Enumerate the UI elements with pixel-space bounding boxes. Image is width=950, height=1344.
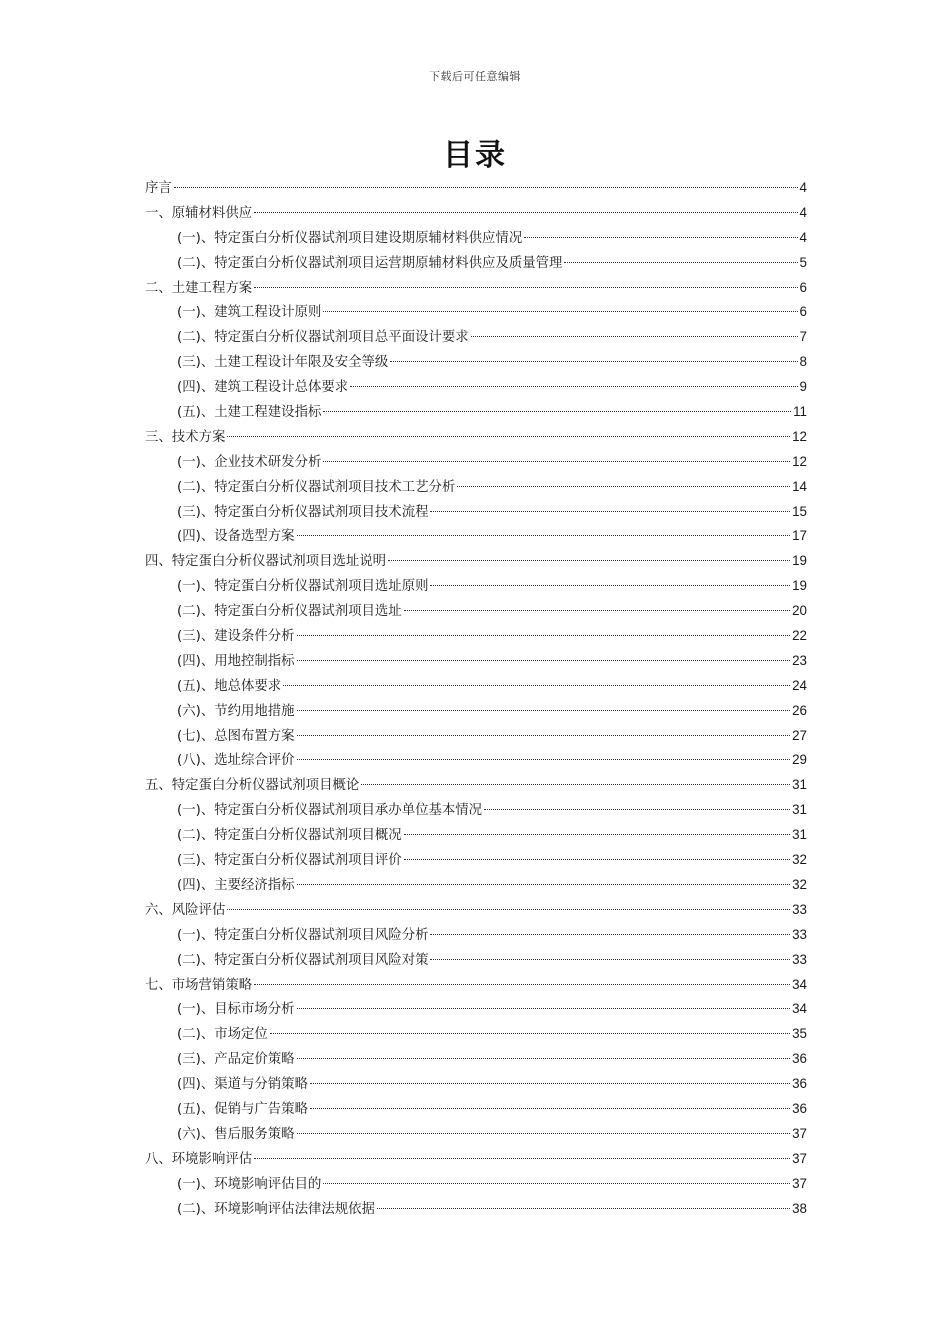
- toc-dot-leader: [390, 361, 797, 362]
- toc-dot-leader: [297, 759, 791, 760]
- toc-entry-page-number: 31: [792, 802, 807, 818]
- toc-entry-label: (二)、市场定位: [177, 1027, 268, 1043]
- toc-entry-label: (八)、选址综合评价: [177, 753, 295, 769]
- toc-entry-label: (三)、产品定价策略: [177, 1052, 295, 1068]
- toc-entry[interactable]: [145, 375, 807, 400]
- toc-dot-leader: [297, 710, 791, 711]
- toc-entry-page-number: 33: [792, 951, 807, 967]
- toc-entry[interactable]: [145, 599, 807, 624]
- toc-entry[interactable]: [145, 624, 807, 649]
- toc-entry[interactable]: [145, 649, 807, 674]
- toc-dot-leader: [404, 834, 790, 835]
- toc-dot-leader: [484, 809, 790, 810]
- toc-entry[interactable]: [145, 973, 807, 998]
- toc-entry-label: 二、土建工程方案: [145, 280, 253, 296]
- toc-dot-leader: [254, 984, 790, 985]
- toc-dot-leader: [377, 1208, 790, 1209]
- toc-entry-page-number: 24: [792, 677, 807, 693]
- toc-dot-leader: [254, 287, 797, 288]
- toc-dot-leader: [404, 610, 790, 611]
- toc-dot-leader: [174, 187, 798, 188]
- toc-entry-label: 三、技术方案: [145, 429, 226, 445]
- toc-entry-label: 五、特定蛋白分析仪器试剂项目概论: [145, 778, 360, 794]
- toc-entry[interactable]: [145, 176, 807, 201]
- toc-entry[interactable]: [145, 699, 807, 724]
- toc-entry-page-number: 6: [799, 304, 807, 320]
- toc-entry-page-number: 23: [792, 652, 807, 668]
- toc-entry-page-number: 37: [792, 1125, 807, 1141]
- toc-entry[interactable]: [145, 1122, 807, 1147]
- toc-dot-leader: [350, 386, 797, 387]
- toc-entry[interactable]: [145, 898, 807, 923]
- toc-entry[interactable]: [145, 251, 807, 276]
- toc-entry-page-number: 35: [792, 1026, 807, 1042]
- toc-dot-leader: [297, 735, 791, 736]
- toc-dot-leader: [270, 1033, 790, 1034]
- toc-entry[interactable]: [145, 948, 807, 973]
- toc-dot-leader: [297, 1058, 791, 1059]
- toc-entry-page-number: 9: [799, 379, 807, 395]
- toc-entry[interactable]: [145, 1147, 807, 1172]
- toc-entry[interactable]: [145, 674, 807, 699]
- toc-entry[interactable]: [145, 325, 807, 350]
- toc-entry-page-number: 32: [792, 852, 807, 868]
- toc-entry-page-number: 12: [792, 453, 807, 469]
- toc-entry[interactable]: [145, 848, 807, 873]
- toc-entry-label: (二)、环境影响评估法律法规依据: [177, 1201, 375, 1217]
- toc-entry[interactable]: [145, 574, 807, 599]
- toc-entry-page-number: 26: [792, 702, 807, 718]
- table-of-contents: [145, 176, 807, 1221]
- toc-entry-page-number: 7: [799, 329, 807, 345]
- toc-entry[interactable]: [145, 549, 807, 574]
- toc-entry-label: (二)、特定蛋白分析仪器试剂项目风险对策: [177, 952, 429, 968]
- toc-entry[interactable]: [145, 923, 807, 948]
- toc-entry-label: (四)、渠道与分销策略: [177, 1077, 308, 1093]
- toc-entry-page-number: 19: [792, 578, 807, 594]
- toc-entry-label: (二)、特定蛋白分析仪器试剂项目概况: [177, 828, 402, 844]
- toc-entry-label: (四)、设备选型方案: [177, 529, 295, 545]
- toc-entry-page-number: 4: [799, 180, 807, 195]
- toc-entry-page-number: 4: [799, 204, 807, 220]
- toc-entry[interactable]: [145, 524, 807, 549]
- toc-entry-page-number: 27: [792, 727, 807, 743]
- toc-entry-page-number: 14: [792, 478, 807, 494]
- toc-entry-page-number: 6: [799, 279, 807, 295]
- toc-entry-label: (二)、特定蛋白分析仪器试剂项目技术工艺分析: [177, 479, 456, 495]
- toc-entry-label: (二)、特定蛋白分析仪器试剂项目选址: [177, 604, 402, 620]
- toc-entry-page-number: 33: [792, 926, 807, 942]
- toc-entry[interactable]: [145, 226, 807, 251]
- toc-entry-page-number: 20: [792, 603, 807, 619]
- toc-entry-page-number: 22: [792, 628, 807, 644]
- toc-dot-leader: [471, 336, 798, 337]
- header-note: 下载后可任意编辑: [429, 70, 521, 83]
- toc-entry-page-number: 12: [792, 428, 807, 444]
- toc-dot-leader: [323, 461, 790, 462]
- toc-dot-leader: [310, 1083, 790, 1084]
- toc-entry-label: (三)、特定蛋白分析仪器试剂项目评价: [177, 853, 402, 869]
- toc-entry-label: (六)、售后服务策略: [177, 1126, 295, 1142]
- toc-dot-leader: [388, 560, 790, 561]
- toc-entry-page-number: 19: [792, 553, 807, 569]
- toc-entry-label: 七、市场营销策略: [145, 977, 253, 993]
- toc-entry-label: (六)、节约用地措施: [177, 703, 295, 719]
- toc-entry-label: 一、原辅材料供应: [145, 205, 253, 221]
- toc-entry-page-number: 31: [792, 777, 807, 793]
- toc-entry-label: (一)、环境影响评估目的: [177, 1176, 322, 1192]
- toc-dot-leader: [430, 511, 790, 512]
- toc-entry-page-number: 29: [792, 752, 807, 768]
- toc-dot-leader: [524, 237, 797, 238]
- toc-entry-page-number: 11: [793, 404, 807, 420]
- toc-entry-page-number: 34: [792, 1001, 807, 1017]
- toc-entry-label: (一)、特定蛋白分析仪器试剂项目建设期原辅材料供应情况: [177, 230, 523, 246]
- toc-entry[interactable]: [145, 798, 807, 823]
- toc-dot-leader: [323, 311, 797, 312]
- toc-entry[interactable]: [145, 748, 807, 773]
- toc-entry-page-number: 8: [799, 354, 807, 370]
- toc-entry-page-number: 36: [792, 1076, 807, 1092]
- toc-entry-page-number: 32: [792, 876, 807, 892]
- toc-dot-leader: [254, 212, 797, 213]
- toc-dot-leader: [430, 585, 790, 586]
- toc-entry-page-number: 31: [792, 827, 807, 843]
- toc-dot-leader: [227, 909, 790, 910]
- toc-entry[interactable]: [145, 1047, 807, 1072]
- toc-entry[interactable]: [145, 1097, 807, 1122]
- toc-entry-label: (一)、特定蛋白分析仪器试剂项目风险分析: [177, 927, 429, 943]
- toc-dot-leader: [430, 959, 790, 960]
- toc-entry-page-number: 4: [799, 229, 807, 245]
- toc-entry-label: (四)、用地控制指标: [177, 653, 295, 669]
- toc-entry-label: (三)、土建工程设计年限及安全等级: [177, 355, 389, 371]
- toc-entry-label: (四)、主要经济指标: [177, 877, 295, 893]
- toc-entry[interactable]: [145, 873, 807, 898]
- toc-entry-page-number: 34: [792, 976, 807, 992]
- toc-dot-leader: [457, 486, 790, 487]
- toc-dot-leader: [283, 685, 790, 686]
- toc-entry-label: (一)、企业技术研发分析: [177, 454, 322, 470]
- toc-entry-label: 序言: [145, 181, 172, 196]
- toc-dot-leader: [361, 784, 790, 785]
- toc-entry-page-number: 15: [792, 503, 807, 519]
- toc-dot-leader: [310, 1108, 790, 1109]
- toc-entry-label: (一)、目标市场分析: [177, 1002, 295, 1018]
- toc-entry[interactable]: [145, 475, 807, 500]
- toc-entry-label: (五)、地总体要求: [177, 678, 282, 694]
- toc-entry-label: (二)、特定蛋白分析仪器试剂项目运营期原辅材料供应及质量管理: [177, 255, 563, 271]
- toc-dot-leader: [323, 1183, 790, 1184]
- toc-dot-leader: [227, 436, 790, 437]
- toc-entry-page-number: 5: [799, 254, 807, 270]
- toc-dot-leader: [297, 1133, 791, 1134]
- toc-entry[interactable]: [145, 1022, 807, 1047]
- toc-entry[interactable]: [145, 425, 807, 450]
- toc-entry-label: 六、风险评估: [145, 902, 226, 918]
- toc-dot-leader: [564, 262, 797, 263]
- toc-entry-page-number: 36: [792, 1051, 807, 1067]
- toc-entry-label: (一)、特定蛋白分析仪器试剂项目承办单位基本情况: [177, 803, 483, 819]
- toc-entry-label: (四)、建筑工程设计总体要求: [177, 380, 349, 396]
- toc-entry-label: 四、特定蛋白分析仪器试剂项目选址说明: [145, 554, 387, 570]
- toc-entry-label: (七)、总图布置方案: [177, 728, 295, 744]
- toc-entry[interactable]: [145, 400, 807, 425]
- toc-entry[interactable]: [145, 823, 807, 848]
- toc-entry-label: (一)、特定蛋白分析仪器试剂项目选址原则: [177, 579, 429, 595]
- toc-entry[interactable]: [145, 276, 807, 301]
- toc-dot-leader: [430, 934, 790, 935]
- toc-entry[interactable]: [145, 1072, 807, 1097]
- toc-dot-leader: [297, 660, 791, 661]
- toc-dot-leader: [323, 411, 791, 412]
- toc-entry[interactable]: [145, 350, 807, 375]
- toc-entry[interactable]: [145, 724, 807, 749]
- toc-dot-leader: [254, 1158, 790, 1159]
- toc-entry[interactable]: [145, 500, 807, 525]
- toc-title: 目录: [443, 138, 507, 173]
- toc-entry[interactable]: [145, 1197, 807, 1222]
- toc-dot-leader: [297, 884, 791, 885]
- toc-dot-leader: [297, 1008, 791, 1009]
- toc-entry[interactable]: [145, 300, 807, 325]
- toc-entry-label: (一)、建筑工程设计原则: [177, 305, 322, 321]
- toc-dot-leader: [297, 635, 791, 636]
- toc-dot-leader: [297, 535, 791, 536]
- toc-entry-label: 八、环境影响评估: [145, 1151, 253, 1167]
- toc-entry[interactable]: [145, 1172, 807, 1197]
- toc-entry-label: (五)、土建工程建设指标: [177, 405, 322, 421]
- toc-entry-page-number: 17: [792, 528, 807, 544]
- toc-dot-leader: [404, 859, 790, 860]
- toc-entry-label: (二)、特定蛋白分析仪器试剂项目总平面设计要求: [177, 330, 469, 346]
- toc-entry-label: (三)、建设条件分析: [177, 629, 295, 645]
- toc-entry-page-number: 33: [792, 901, 807, 917]
- toc-entry-page-number: 37: [792, 1175, 807, 1191]
- toc-entry[interactable]: [145, 450, 807, 475]
- toc-entry[interactable]: [145, 997, 807, 1022]
- toc-entry-label: (三)、特定蛋白分析仪器试剂项目技术流程: [177, 504, 429, 520]
- toc-entry-page-number: 37: [792, 1150, 807, 1166]
- toc-entry[interactable]: [145, 201, 807, 226]
- toc-entry[interactable]: [145, 773, 807, 798]
- toc-entry-page-number: 36: [792, 1100, 807, 1116]
- toc-entry-page-number: 38: [792, 1200, 807, 1216]
- toc-entry-label: (五)、促销与广告策略: [177, 1101, 308, 1117]
